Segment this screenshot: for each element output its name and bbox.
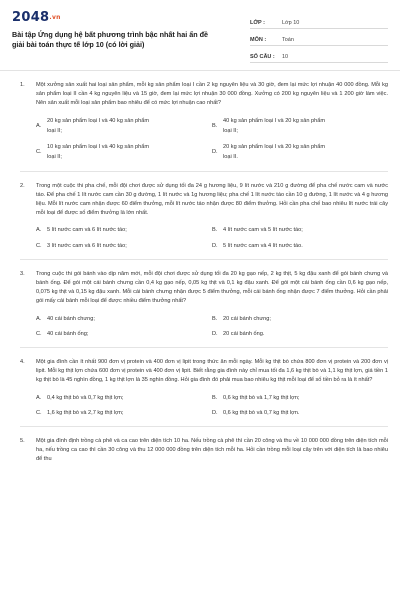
option-text: 5 lít nước cam và 6 lít nước táo; [47, 227, 127, 234]
meta-row-count [250, 46, 388, 63]
meta-row-subject [250, 29, 388, 46]
option-d[interactable] [212, 330, 388, 339]
question-text: Trong cuộc thi gói bánh vào dịp năm mới, mỗi đội chơi được sử dụng tối đa 20 kg gạo nếp, 2 kg thịt, 5 kg đậu xanh để gói bánh chưng và bánh ống. Để gói một cái bánh chưng cần 0,4 kg gạo nếp, 0,05 kg thịt và 0,1 kg đậu xanh. Để gói một cái bánh ống cần 0,6 kg gạo nếp, 0,075 kg thịt và 0,15 kg đậu xanh. Mỗi cái bánh chưng nhận được 5 điểm thưởng, mỗi cái bánh ống nhận được 7 điểm thưởng. Hỏi cần phải gói mấy cái bánh mỗi loại để được nhiều điểm thưởng nhất? [36, 270, 388, 305]
option-d[interactable] [212, 409, 388, 418]
option-label: C. [36, 149, 42, 155]
question-text: Một xưởng sản xuất hai loại sản phẩm, mỗi kg sản phẩm loại I cần 2 kg nguyên liệu và 30 giờ, đem lại mức lợi nhuận 40 000 đồng. Mỗi kg sản phẩm loại II cần 4 kg nguyên liệu và 15 giờ, đem lại mức lợi nhuận 30 000 đồng. Xưởng có 200 kg nguyên liệu và 1 200 giờ làm việc. Nên sản xuất mỗi loại sản phẩm bao nhiêu để có mức lợi nhuận cao nhất? [36, 82, 388, 107]
option-text: 20 cái bánh ống. [223, 330, 265, 337]
option-c[interactable] [36, 143, 212, 163]
option-label: A. [36, 394, 42, 401]
option-label: C. [36, 330, 42, 337]
question-5 [20, 427, 388, 473]
option-text: 0,4 kg thịt bò và 0,7 kg thịt lợn; [47, 394, 124, 401]
option-c[interactable] [36, 409, 212, 418]
question-number: 2. [20, 182, 25, 189]
answer-options [36, 315, 388, 339]
option-text: 20 kg sản phẩm loại I và 20 kg sản phẩm loại II. [223, 144, 325, 160]
site-logo[interactable] [12, 10, 61, 25]
option-text: 40 cái bánh ống; [47, 330, 89, 337]
meta-value: Toán [282, 37, 294, 43]
option-label: B. [212, 123, 218, 129]
document-title: Bài tập Ứng dụng hệ bất phương trình bậc nhất hai ẩn đề giải bài toán thực tế lớp 10 (có lời giải) [12, 30, 208, 49]
question-1 [20, 71, 388, 172]
option-text: 40 kg sản phẩm loại I và 20 kg sản phẩm loại II; [223, 118, 325, 134]
option-label: D. [212, 330, 218, 337]
question-2 [20, 172, 388, 260]
answer-options [36, 226, 388, 250]
question-text: Một gia đình cần ít nhất 900 đơn vị protein và 400 đơn vị lipit trong thức ăn mỗi ngày. Mỗi kg thịt bò chứa 800 đơn vị protein và 200 đơn vị lipit. Mỗi kg thịt lợn chứa 600 đơn vị protein và 400 đơn vị lipit. Biết rằng gia đình này chỉ mua tối đa 1,6 kg thịt bò và 1,1 kg thịt lợn, giá tiền 1 kg thịt bò là 45 nghìn đồng, 1 kg thịt lợn là 35 nghìn đồng. Hỏi gia đình đó phải mua bao nhiêu kg thịt mỗi loại để số tiền bỏ ra là ít nhất? [36, 359, 388, 384]
question-text: Trong một cuộc thi pha chế, mỗi đội chơi được sử dụng tối đa 24 g hương liệu, 9 lít nước và 210 g đường để pha chế nước cam và nước táo. Để pha chế 1 lít nước cam cần 30 g đường, 1 lít nước và 1g hương liệu; pha chế 1 lít nước táo cần 10 g đường, 1 lít nước và 4 g hương liệu. Mỗi lít nước cam nhận được 60 điểm thưởng, mỗi lít nước táo nhận được 80 điểm thưởng. Hỏi cần pha chế bao nhiêu lít nước trái cây mỗi loại để được số điểm thưởng là lớn nhất. [36, 182, 388, 217]
option-label: A. [36, 315, 42, 322]
option-d[interactable] [212, 242, 388, 251]
option-text: 0,6 kg thịt bò và 1,7 kg thịt lợn; [223, 394, 300, 401]
option-text: 20 cái bánh chưng; [223, 315, 271, 322]
meta-row-class [250, 12, 388, 29]
question-text: Một gia đình định trồng cà phê và ca cao trên diện tích 10 ha. Nếu trồng cà phê thì cần 20 công và thu về 10 000 000 đồng trên diện tích mỗi ha, nếu trồng ca cao thì cần 30 công và thu 12 000 000 đồng trên diện tích mỗi ha. Hỏi cần trồng mỗi loại cây trên với diện tích là bao nhiêu để thu [36, 438, 388, 463]
meta-table [250, 12, 388, 63]
option-c[interactable] [36, 242, 212, 251]
option-b[interactable] [212, 226, 388, 235]
option-text: 3 lít nước cam và 6 lít nước táo; [47, 242, 127, 249]
option-text: 0,6 kg thịt bò và 0,7 kg thịt lợn. [223, 409, 300, 416]
option-label: D. [212, 242, 218, 249]
answer-options [36, 117, 388, 163]
option-label: C. [36, 409, 42, 416]
option-label: B. [212, 394, 218, 401]
option-text: 4 lít nước cam và 5 lít nước táo; [223, 227, 303, 234]
option-text: 1,6 kg thịt bò và 2,7 kg thịt lợn; [47, 409, 124, 416]
logo-suffix: .vn [49, 14, 61, 21]
option-c[interactable] [36, 330, 212, 339]
option-b[interactable] [212, 315, 388, 324]
option-label: A. [36, 227, 42, 234]
meta-key: SỐ CÂU : [250, 54, 275, 60]
question-list [0, 71, 400, 473]
option-a[interactable] [36, 117, 212, 137]
option-b[interactable] [212, 394, 388, 403]
page-header [0, 0, 400, 71]
option-label: C. [36, 242, 42, 249]
option-a[interactable] [36, 315, 212, 324]
answer-options [36, 394, 388, 418]
question-number: 5. [20, 438, 25, 445]
meta-key: LỚP : [250, 20, 265, 26]
meta-value: Lớp 10 [282, 20, 300, 26]
meta-value: 10 [282, 54, 289, 60]
meta-key: MÔN : [250, 37, 267, 43]
question-number: 1. [20, 82, 25, 88]
option-label: D. [212, 409, 218, 416]
option-text: 5 lít nước cam và 4 lít nước táo. [223, 242, 303, 249]
option-text: 20 kg sản phẩm loại I và 40 kg sản phẩm loại II; [47, 118, 149, 134]
question-number: 3. [20, 270, 25, 277]
option-d[interactable] [212, 143, 388, 163]
option-a[interactable] [36, 394, 212, 403]
option-label: A. [36, 123, 42, 129]
option-text: 10 kg sản phẩm loại I và 40 kg sản phẩm loại II; [47, 144, 149, 160]
option-b[interactable] [212, 117, 388, 137]
option-label: D. [212, 149, 218, 155]
option-label: B. [212, 227, 218, 234]
question-number: 4. [20, 359, 25, 366]
option-a[interactable] [36, 226, 212, 235]
question-4 [20, 348, 388, 427]
option-label: B. [212, 315, 218, 322]
question-3 [20, 260, 388, 348]
option-text: 40 cái bánh chưng; [47, 315, 95, 322]
logo-text: 2048 [12, 10, 50, 25]
